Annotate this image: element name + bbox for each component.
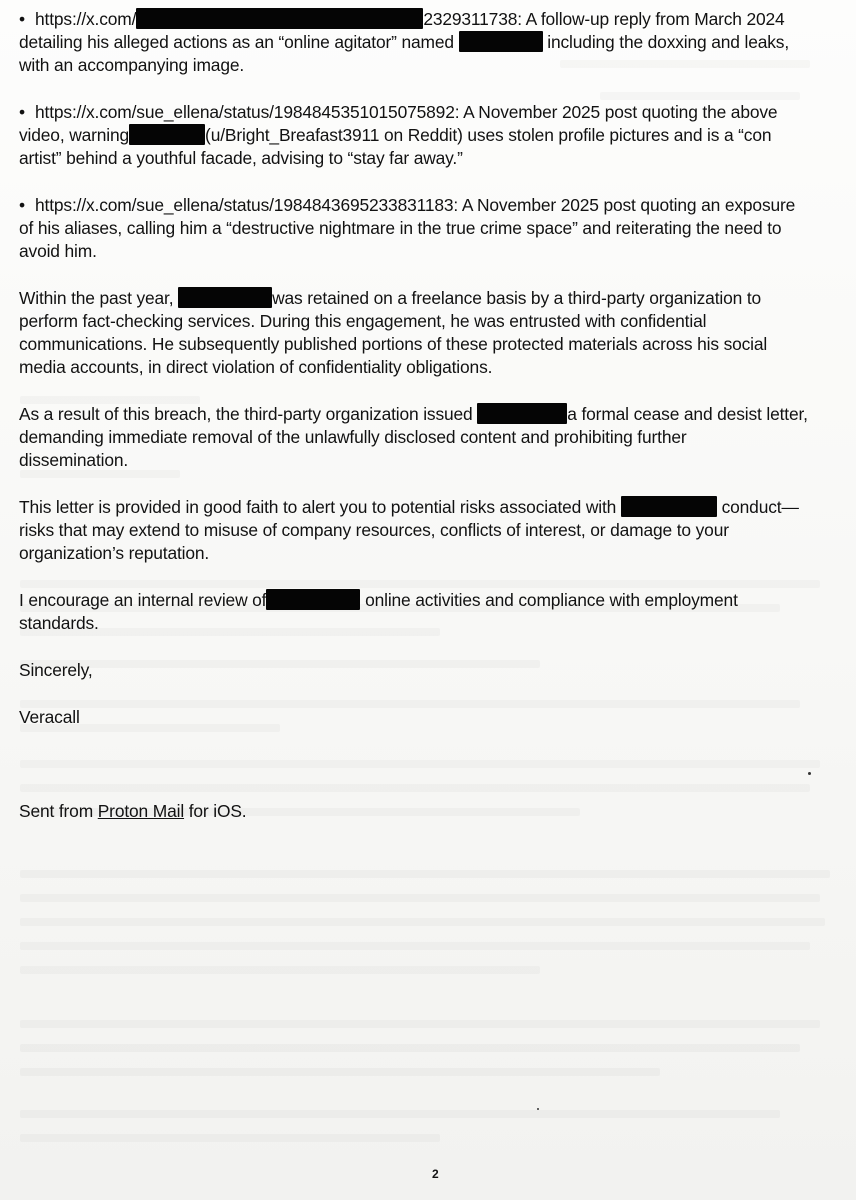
letter-body — [19, 8, 849, 823]
bullet-link-text: https://x.com/ — [35, 9, 137, 29]
proton-mail-link[interactable]: Proton Mail — [97, 801, 185, 821]
redaction-bar — [459, 31, 543, 52]
scan-speck — [808, 772, 811, 775]
redaction-bar — [129, 124, 205, 145]
closing: Sincerely, — [19, 660, 93, 680]
bullet-item: • https://x.com/sue_ellena/status/1984843695233831183: A November 2025 post quoting an exposure of his aliases, calling him a “destructive nightmare in the true crime space” and reiterating the need to avoid him. — [19, 195, 796, 261]
scan-speck — [537, 1108, 539, 1110]
paragraph-review: I encourage an internal review of online activities and compliance with employment standards. — [19, 590, 738, 633]
bullet-dot-icon: • — [19, 195, 25, 215]
paragraph-retained: Within the past year, was retained on a freelance basis by a third-party organization to perform fact-checking services. During this engagement, he was entrusted with confidential communications. He subsequently published portions of these protected materials across his social media accounts, in direct violation of confidentiality obligations. — [19, 288, 768, 377]
redaction-bar — [178, 287, 272, 308]
bullet-item: • https://x.com/sue_ellena/status/1984845351015075892: A November 2025 post quoting the above video, warning (u/Bright_Breafast3911 on Reddit) uses stolen profile pictures and is a “con artist” behind a youthful facade, advising to “stay far away.” — [19, 102, 778, 168]
page-number: 2 — [432, 1167, 439, 1181]
bullet-dot-icon: • — [19, 102, 25, 122]
bullet-dot-icon: • — [19, 9, 25, 29]
paragraph-good-faith: This letter is provided in good faith to alert you to potential risks associated with conduct— risks that may extend to misuse of company resources, conflicts of interest, or damage to your organization’s reputation. — [19, 497, 799, 563]
paragraph-breach: As a result of this breach, the third-party organization issued a formal cease and desist letter, demanding immediate removal of the unlawfully disclosed content and prohibiting further dissemination. — [19, 404, 808, 470]
redaction-bar — [266, 589, 360, 610]
signature: Veracall — [19, 707, 80, 727]
redaction-bar — [136, 8, 423, 29]
sent-from-line: Sent from Proton Mail for iOS. — [19, 801, 247, 821]
redaction-bar — [621, 496, 717, 517]
redaction-bar — [477, 403, 567, 424]
bullet-item: • https://x.com/ 2329311738: A follow-up reply from March 2024 detailing his alleged actions as an “online agitator” named including the doxxing and leaks, with an accompanying image. — [19, 9, 790, 75]
